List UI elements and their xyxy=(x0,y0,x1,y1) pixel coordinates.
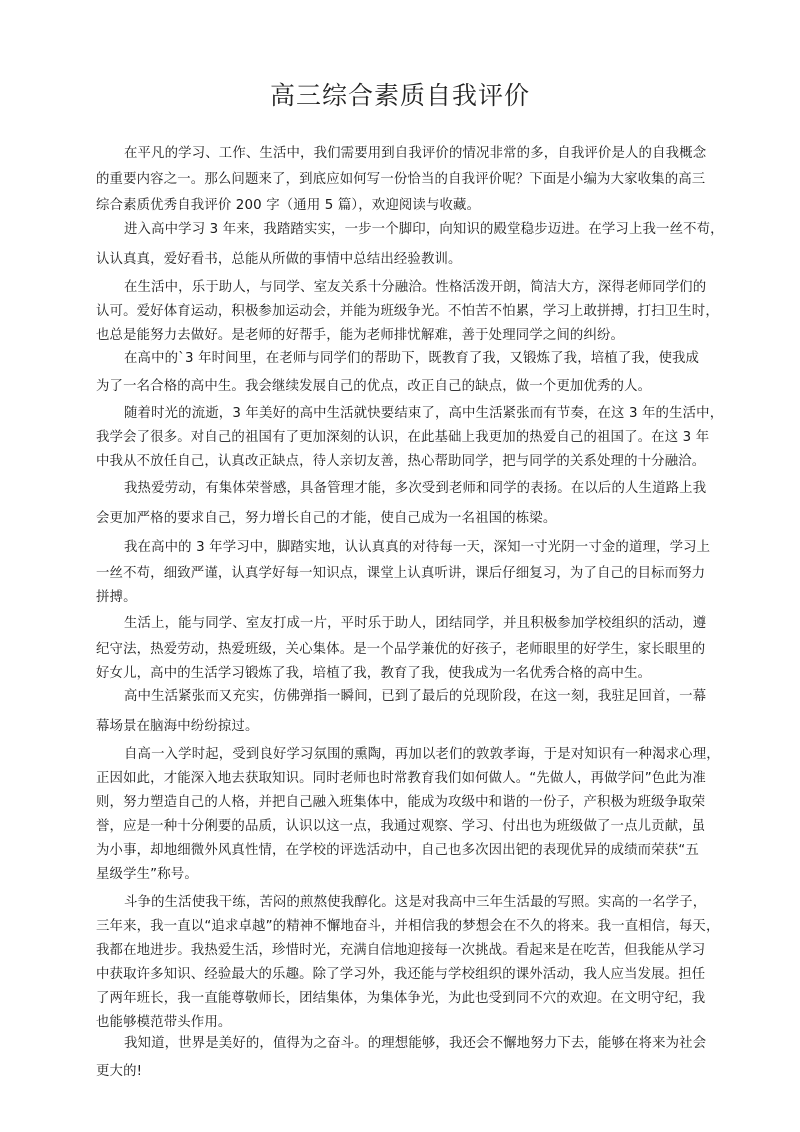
paragraph-line: 我学会了很多。对自己的祖国有了更加深刻的认识，在此基础上我更加的热爱自己的祖国了。在这 3 年 xyxy=(96,430,710,445)
paragraph-line: 誉，应是一种十分俐要的品质，认识以这一点，我通过观察、学习、付出也为班级做了一点儿贡献，虽 xyxy=(96,819,706,834)
paragraph-line: 一丝不苟，细致严谨，认真学好每一知识点，课堂上认真听讲，课后仔细复习，为了自己的目标而努力 xyxy=(96,566,706,581)
paragraph-line: 的重要内容之一。那么问题来了，到底应如何写一份恰当的自我评价呢？下面是小编为大家收集的高三 xyxy=(96,172,706,187)
paragraph-line: 纪守法，热爱劳动，热爱班级，关心集体。是一个品学兼优的好孩子，老师眼里的好学生，家长眼里的 xyxy=(96,642,706,657)
paragraph-line: 为小事，却地细微外风真性情，在学校的评选活动中，自己也多次因出钯的表现优异的成绩而荣获“五 xyxy=(96,843,699,858)
paragraph-line: 幕场景在脑海中纷纷掠过。 xyxy=(96,719,259,734)
paragraph-line: 在平凡的学习、工作、生活中，我们需要用到自我评价的情况非常的多，自我评价是人的自我概念 xyxy=(124,146,707,161)
paragraph-line: 了两年班长，我一直能尊敬师长，团结集体，为集体争光，为此也受到同不穴的欢迎。在文明守纪，我 xyxy=(96,991,706,1006)
paragraph-line: 高中生活紧张而又充实，仿佛弹指一瞬间，已到了最后的兑现阶段，在这一刻，我驻足回首，一幕 xyxy=(124,689,707,704)
paragraph-line: 三年来，我一直以“追求卓越”的精神不懈地奋斗，并相信我的梦想会在不久的将来。我一直相信，每天， xyxy=(96,919,720,934)
paragraph-line: 为了一名合格的高中生。我会继续发展自己的优点，改正自己的缺点，做一个更加优秀的人。 xyxy=(96,379,652,394)
paragraph-line: 自高一入学时起，受到良好学习氛围的熏陶，再加以老们的敦敦孝诲，于是对知识有一种渴求心理， xyxy=(124,747,720,762)
paragraph-line: 会更加严格的要求自己，努力增长自己的才能，使自己成为一名祖国的栋梁。 xyxy=(96,511,557,526)
paragraph-line: 认可。爱好体育运动，积极参加运动会，并能为班级争光。不怕苦不怕累，学习上敢拼搏，打扫卫生时， xyxy=(96,304,719,319)
paragraph-line: 我热爱劳动，有集体荣誉感，具备管理才能，多次受到老师和同学的表扬。在以后的人生道路上我 xyxy=(124,481,707,496)
paragraph-line: 斗争的生活使我干练，苦闷的煎熬使我醇化。这是对我高中三年生活最的写照。实高的一名学子， xyxy=(124,895,707,910)
document-title: 高三综合素质自我评价 xyxy=(269,81,530,110)
paragraph-line: 我都在地进步。我热爱生活，珍惜时光，充满自信地迎接每一次挑战。看起来是在吃苦，但我能从学习 xyxy=(96,943,706,958)
paragraph-line: 综合素质优秀自我评价 200 字（通用 5 篇），欢迎阅读与收藏。 xyxy=(96,198,481,213)
paragraph-line: 好女儿，高中的生活学习锻炼了我，培植了我，教育了我，使我成为一名优秀合格的高中生。 xyxy=(96,666,652,681)
paragraph-line: 拼搏。 xyxy=(96,590,137,605)
paragraph-line: 我知道，世界是美好的，值得为之奋斗。的理想能够，我还会不懈地努力下去，能够在将来为社会 xyxy=(124,1036,707,1051)
paragraph-line: 中我从不放任自己，认真改正缺点，待人亲切友善，热心帮助同学，把与同学的关系处理的十分融洽。 xyxy=(96,454,706,469)
paragraph-line: 在生活中，乐于助人，与同学、室友关系十分融洽。性格活泼开朗，简洁大方，深得老师同学们的 xyxy=(124,280,707,295)
paragraph-line: 在高中的`3 年时间里，在老师与同学们的帮助下，既教育了我，又锻炼了我，培植了我，使我成 xyxy=(124,351,700,366)
paragraph-line: 也能够模范带头作用。 xyxy=(96,1015,232,1030)
paragraph-line: 进入高中学习 3 年来，我踏踏实实，一步一个脚印，向知识的殿堂稳步迈进。在学习上我一丝不苟， xyxy=(124,222,724,237)
paragraph-line: 也总是能努力去做好。是老师的好帮手，能为老师排忧解难，善于处理同学之间的纠纷。 xyxy=(96,328,625,343)
paragraph-line: 认认真真，爱好看书，总能从所做的事情中总结出经验教训。 xyxy=(96,252,462,267)
paragraph-line: 生活上，能与同学、室友打成一片，平时乐于助人，团结同学，并且积极参加学校组织的活动，遵 xyxy=(124,616,707,631)
paragraph-line: 中获取许多知识、经验最大的乐趣。除了学习外，我还能与学校组织的课外活动，我人应当发展。担任 xyxy=(96,967,706,982)
paragraph-line: 更大的! xyxy=(96,1064,143,1079)
paragraph-line: 随着时光的流逝，3 年美好的高中生活就快要结束了，高中生活紧张而有节奏，在这 3 年的生活中， xyxy=(124,406,724,421)
paragraph-line: 则，努力塑造自己的人格，并把自己融入班集体中，能成为攻级中和谐的一份子，产积极为班级争取荣 xyxy=(96,795,706,810)
paragraph-line: 正因如此，才能深入地去获取知识。同时老师也时常教育我们如何做人。“先做人，再做学问”色此为准 xyxy=(96,771,706,786)
paragraph-line: 我在高中的 3 年学习中，脚踏实地，认认真真的对待每一天，深知一寸光阴一寸金的道理，学习上 xyxy=(124,540,711,555)
paragraph-line: 星级学生”称号。 xyxy=(96,867,198,882)
